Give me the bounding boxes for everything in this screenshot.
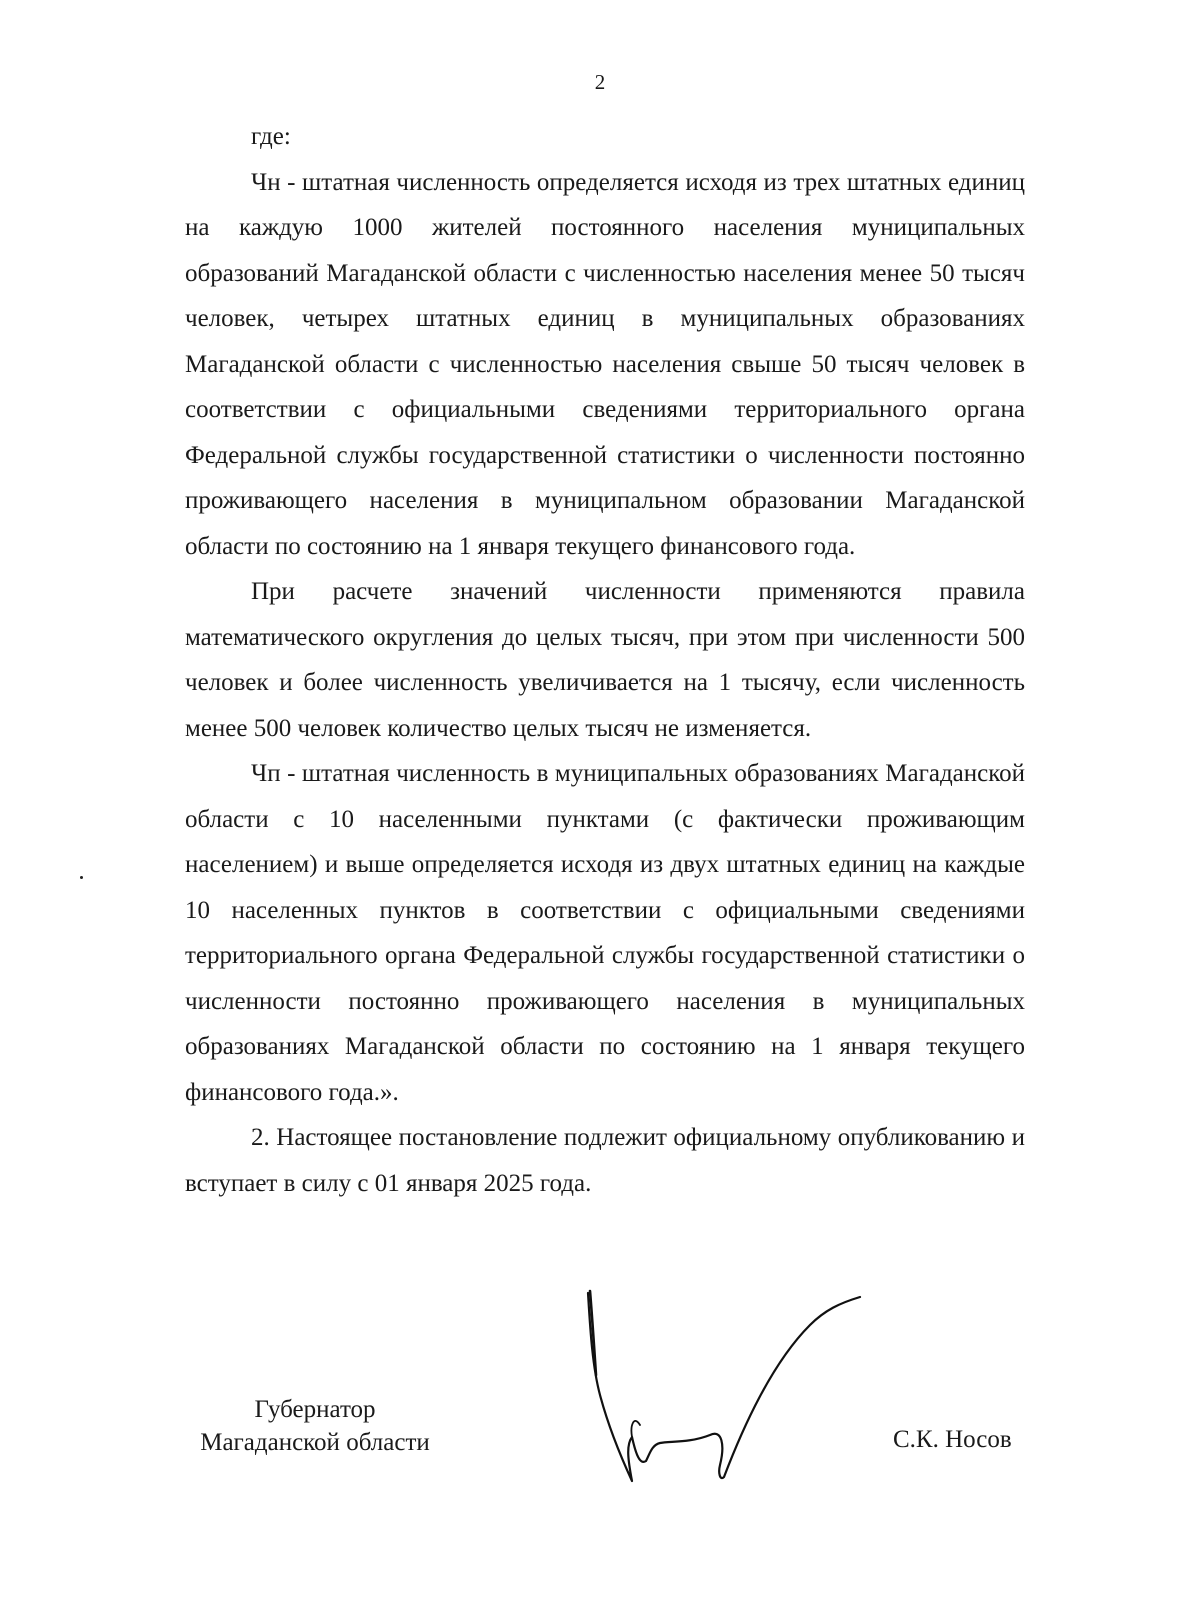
- paragraph-item-2: 2. Настоящее постановление подлежит официальному опубликованию и вступает в силу с 01 января 2025 года.: [185, 1124, 1025, 1197]
- signatory-title: [190, 1393, 440, 1459]
- page-number: 2: [594, 70, 606, 94]
- document-body: [185, 114, 1025, 1206]
- signatory-name: С.К. Носов: [893, 1426, 1012, 1453]
- paragraph-gde: где:: [251, 123, 291, 150]
- signatory-title-line1: Губернатор: [254, 1396, 376, 1423]
- paragraph-chn-definition: Чн - штатная численность определяется исходя из трех штатных единиц на каждую 1000 жителей постоянного населения муниципальных образований Магаданской области с численностью населения менее 50 тысяч человек, четырех штатных единиц в муниципальных образованиях Магаданской области с численностью населения свыше 50 тысяч человек в соответствии с официальными сведениями территориального органа Федеральной службы государственной статистики о численности постоянно проживающего населения в муниципальном образовании Магаданской области по состоянию на 1 января текущего финансового года.: [185, 168, 1025, 560]
- signatory-title-line2: Магаданской области: [200, 1429, 430, 1456]
- handwritten-signature: [570, 1285, 870, 1505]
- scan-speck: [80, 876, 83, 879]
- paragraph-chp-definition: Чп - штатная численность в муниципальных образованиях Магаданской области с 10 населенными пунктами (с фактически проживающим населением) и выше определяется исходя из двух штатных единиц на каждые 10 населенных пунктов в соответствии с официальными сведениями территориального органа Федеральной службы государственной статистики о численности постоянно проживающего населения в муниципальных образованиях Магаданской области по состоянию на 1 января текущего финансового года.».: [185, 760, 1025, 1106]
- paragraph-rounding-rules: При расчете значений численности применяются правила математического округления до целых тысяч, при этом при численности 500 человек и более численность увеличивается на 1 тысячу, если численность менее 500 человек количество целых тысяч не изменяется.: [185, 578, 1025, 742]
